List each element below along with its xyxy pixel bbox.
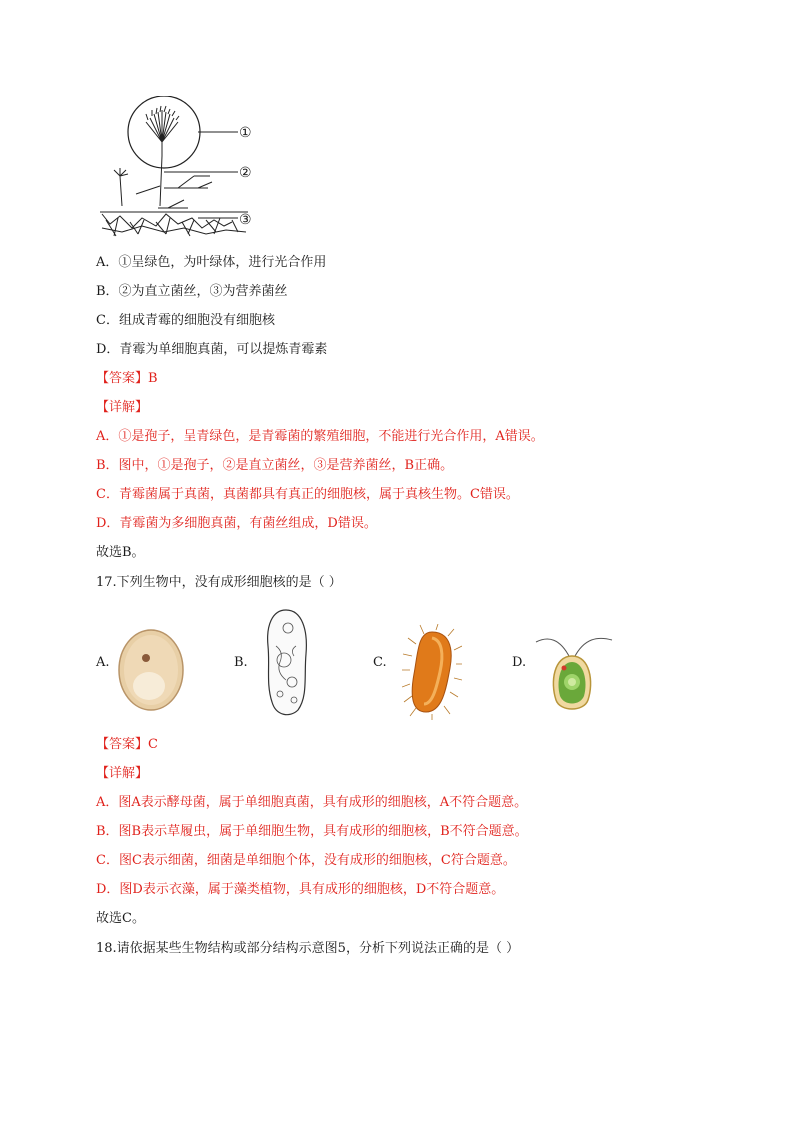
penicillium-diagram bbox=[98, 96, 268, 244]
answer-value: B bbox=[148, 371, 158, 386]
q17-label-b: B. bbox=[234, 655, 248, 670]
yeast-image bbox=[116, 628, 186, 712]
chlamydomonas-image bbox=[530, 632, 616, 720]
q16-detail-b: B．图中，①是孢子，②是直立菌丝，③是营养菌丝，B正确。 bbox=[96, 458, 454, 473]
q16-option-d: D．青霉为单细胞真菌，可以提炼青霉素 bbox=[96, 342, 328, 357]
q17-detail-a: A．图A表示酵母菌，属于单细胞真菌，具有成形的细胞核，A不符合题意。 bbox=[96, 795, 528, 810]
answer-tag: 【答案】 bbox=[96, 737, 149, 752]
q17-detail-d: D．图D表示衣藻，属于藻类植物，具有成形的细胞核，D不符合题意。 bbox=[96, 882, 505, 897]
q17-answer bbox=[96, 736, 158, 754]
q16-detail-d: D．青霉菌为多细胞真菌，有菌丝组成，D错误。 bbox=[96, 516, 377, 531]
q17-stem: 17.下列生物中，没有成形细胞核的是（ ） bbox=[96, 575, 342, 590]
q17-detail-b: B．图B表示草履虫，属于单细胞生物，具有成形的细胞核，B不符合题意。 bbox=[96, 824, 528, 839]
q16-detail-a: A．①是孢子，呈青绿色，是青霉菌的繁殖细胞，不能进行光合作用，A错误。 bbox=[96, 429, 544, 444]
q17-label-a: A. bbox=[96, 655, 110, 670]
paramecium-image bbox=[262, 606, 312, 718]
label-2: ② bbox=[239, 165, 252, 181]
q16-option-b: B．②为直立菌丝，③为营养菌丝 bbox=[96, 284, 288, 299]
bacterium-image bbox=[402, 624, 462, 720]
q16-detail-c: C．青霉菌属于真菌，真菌都具有真正的细胞核，属于真核生物。C错误。 bbox=[96, 487, 519, 502]
q16-conclusion: 故选B。 bbox=[96, 545, 145, 560]
answer-tag: 【答案】 bbox=[96, 371, 149, 386]
q17-detail-tag: 【详解】 bbox=[96, 766, 149, 781]
q17-label-c: C. bbox=[373, 655, 387, 670]
q16-option-c: C．组成青霉的细胞没有细胞核 bbox=[96, 313, 275, 328]
q17-detail-c: C．图C表示细菌，细菌是单细胞个体，没有成形的细胞核，C符合题意。 bbox=[96, 853, 516, 868]
answer-value: C bbox=[148, 737, 158, 752]
q17-conclusion: 故选C。 bbox=[96, 911, 145, 926]
q17-label-d: D. bbox=[512, 655, 527, 670]
label-1: ① bbox=[239, 125, 252, 141]
q16-option-a: A．①呈绿色，为叶绿体，进行光合作用 bbox=[96, 255, 327, 270]
q16-answer bbox=[96, 370, 158, 388]
label-3: ③ bbox=[239, 212, 252, 228]
q18-stem: 18.请依据某些生物结构或部分结构示意图5，分析下列说法正确的是（ ） bbox=[96, 941, 520, 956]
q16-detail-tag: 【详解】 bbox=[96, 400, 149, 415]
